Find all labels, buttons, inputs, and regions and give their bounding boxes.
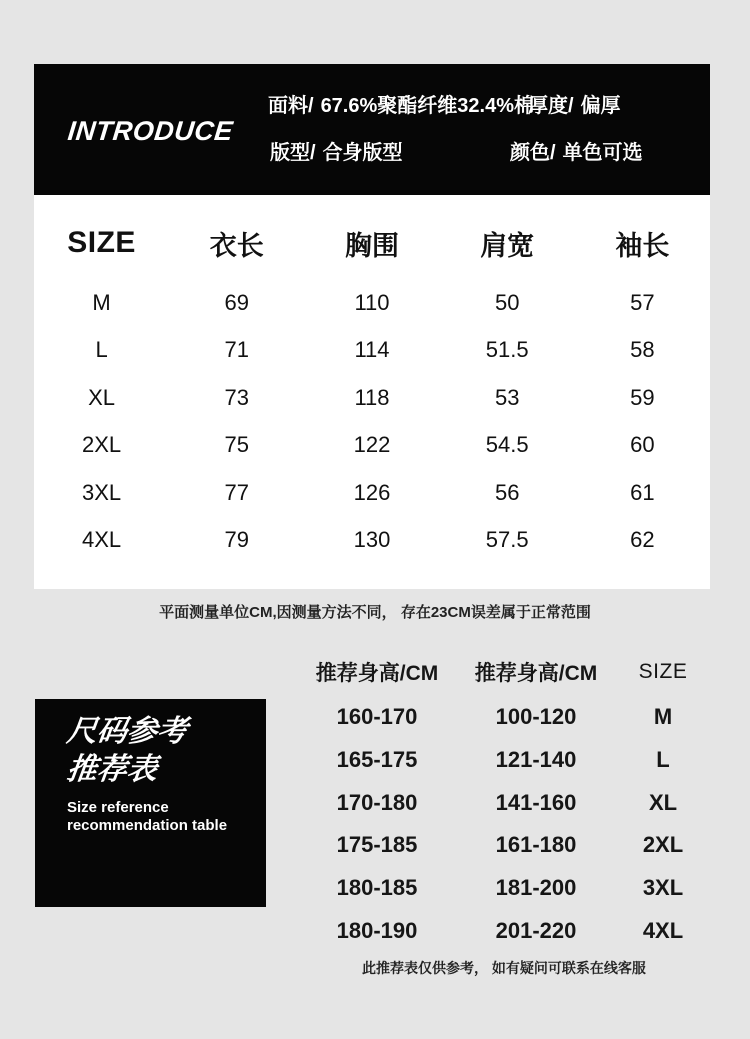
size-table-cell: 51.5 [485, 337, 529, 363]
size-table-cell: 58 [630, 337, 655, 363]
size-table-cell: 57.5 [485, 527, 529, 553]
size-table-cell: 4XL [82, 527, 122, 553]
intro-title: INTRODUCE [66, 116, 235, 146]
fabric-spec-value: 67.6%聚酯纤维32.4%棉 [320, 95, 534, 117]
thickness-spec [528, 94, 621, 118]
size-table-cell: 56 [494, 479, 520, 505]
ref-table-header-height2: 推荐身高/CM [474, 662, 598, 685]
color-spec [510, 141, 643, 165]
size-table-cell: 53 [494, 384, 520, 410]
size-table-cell: 77 [224, 479, 250, 505]
size-table-cell: 110 [354, 289, 390, 315]
ref-table-cell: L [656, 747, 670, 773]
color-spec-label: 颜色/ [510, 142, 556, 164]
size-table-header-length: 衣长 [209, 230, 264, 261]
size-table-cell: 114 [354, 337, 390, 363]
badge-subtitle-line2: recommendation table [67, 817, 228, 834]
size-table-header-chest: 胸围 [344, 230, 399, 261]
size-table-cell: 59 [630, 384, 655, 410]
size-table-header-shoulder: 肩宽 [480, 230, 535, 261]
size-table-cell: 130 [353, 527, 391, 553]
badge-title-line2: 推荐表 [65, 753, 160, 786]
ref-table-cell: 180-185 [336, 875, 418, 901]
ref-table-header-size: SIZE [638, 660, 688, 683]
disclaimer-note: 此推荐表仅供参考， 如有疑问可联系在线客服 [362, 960, 646, 976]
size-table-cell: 61 [630, 479, 655, 505]
ref-table-cell: XL [648, 789, 678, 815]
fit-spec [270, 141, 403, 165]
ref-table-cell: 170-180 [336, 789, 418, 815]
ref-table-cell: 121-140 [495, 747, 577, 773]
size-table-cell: 126 [353, 479, 391, 505]
size-table-cell: L [95, 337, 108, 363]
size-reference-badge [35, 699, 266, 907]
size-table-cell: 2XL [82, 432, 122, 458]
size-table-header-sleeve: 袖长 [615, 230, 670, 261]
badge-title-line1: 尺码参考 [65, 715, 190, 748]
size-table-cell: 62 [630, 527, 655, 553]
ref-table-cell: 165-175 [336, 747, 418, 773]
size-table-cell: 54.5 [485, 432, 529, 458]
ref-table-cell: 160-170 [336, 704, 418, 730]
fabric-spec [268, 94, 534, 118]
ref-table-cell: 201-220 [495, 917, 577, 943]
ref-table-cell: 3XL [642, 875, 684, 901]
size-table-cell: 79 [224, 527, 250, 553]
ref-table-cell: 4XL [642, 917, 684, 943]
size-table-cell: 118 [354, 384, 390, 410]
measurement-note: 平面测量单位CM,因测量方法不同， 存在23CM误差属于正常范围 [159, 604, 591, 621]
ref-table-cell: 181-200 [495, 875, 577, 901]
ref-table-cell: M [653, 704, 673, 730]
size-table-cell: 57 [630, 289, 655, 315]
badge-subtitle-line1: Size reference [67, 799, 169, 816]
thickness-spec-label: 厚度/ [528, 95, 574, 117]
size-table-cell: 71 [224, 337, 250, 363]
fit-spec-value: 合身版型 [322, 142, 403, 164]
size-table [34, 195, 710, 589]
recommendation-table [298, 648, 710, 952]
ref-table-cell: 2XL [642, 832, 684, 858]
intro-header [34, 64, 710, 195]
color-spec-value: 单色可选 [562, 142, 643, 164]
ref-table-cell: 141-160 [495, 789, 577, 815]
ref-table-cell: 100-120 [495, 704, 577, 730]
size-table-header-size: SIZE [67, 226, 136, 259]
ref-table-header-height1: 推荐身高/CM [315, 662, 439, 685]
size-table-cell: 60 [630, 432, 655, 458]
fit-spec-label: 版型/ [270, 142, 316, 164]
ref-table-cell: 180-190 [336, 917, 418, 943]
ref-table-cell: 175-185 [336, 832, 418, 858]
size-table-cell: 122 [353, 432, 391, 458]
fabric-spec-label: 面料/ [268, 95, 314, 117]
ref-table-cell: 161-180 [495, 832, 577, 858]
size-table-cell: 75 [224, 432, 250, 458]
thickness-spec-value: 偏厚 [580, 95, 621, 117]
size-table-cell: XL [88, 384, 116, 410]
size-table-cell: 50 [494, 289, 520, 315]
size-table-cell: 3XL [82, 479, 122, 505]
size-table-cell: M [92, 289, 111, 315]
size-table-cell: 73 [224, 384, 250, 410]
size-table-cell: 69 [224, 289, 250, 315]
